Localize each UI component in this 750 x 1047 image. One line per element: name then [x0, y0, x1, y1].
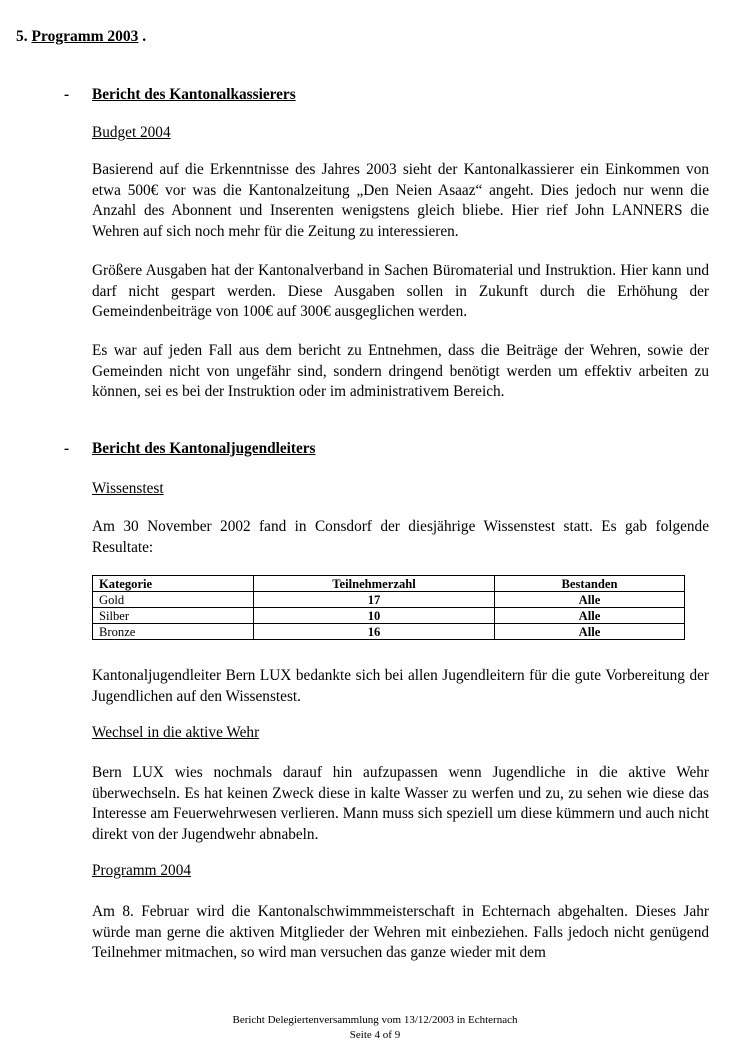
- table-cell: Alle: [495, 592, 685, 608]
- paragraph-wissenstest-intro: Am 30 November 2002 fand in Consdorf der diesjährige Wissenstest statt. Es gab folgende Resultate:: [92, 518, 709, 556]
- section-number: 5.: [16, 28, 28, 45]
- table-cell: 10: [254, 608, 495, 624]
- paragraph-budget-3: Es war auf jeden Fall aus dem bericht zu Entnehmen, dass die Beiträge der Wehren, sowie der Gemeinden nicht von ungefähr sind, sondern dringend benötigt werden um effektiv arbeiten zu können, sei es bei der Instruktion oder im administrativem Bereich.: [92, 342, 709, 400]
- table-row: [93, 624, 685, 640]
- table-header: Kategorie: [93, 576, 254, 592]
- section-title-text: Programm 2003: [31, 28, 139, 45]
- table-header-row: [93, 576, 685, 592]
- footer-report-line: Bericht Delegiertenversammlung vom 13/12/2003 in Echternach: [232, 1014, 518, 1026]
- table-header: Teilnehmerzahl: [254, 576, 495, 592]
- table-cell: Silber: [93, 608, 254, 624]
- paragraph-wechsel: Bern LUX wies nochmals darauf hin aufzupassen wenn Jugendliche in die aktive Wehr überwechseln. Es hat keinen Zweck diese in kalte Wasser zu werfen und zu, zu sehen wie diese das Interesse am Feuerwehrwesen verlieren. Mann muss sich speziell um diese kümmern und auch nicht direkt von der Jugendwehr abnabeln.: [92, 764, 709, 843]
- heading-kassierer: Bericht des Kantonalkassierers: [92, 86, 296, 103]
- subheading-programm-2004: Programm 2004: [92, 862, 191, 879]
- footer-page-number: Seite 4 of 9: [349, 1029, 401, 1041]
- paragraph-thanks: Kantonaljugendleiter Bern LUX bedankte sich bei allen Jugendleitern für die gute Vorbereitung der Jugendlichen auf den Wissenstest.: [92, 667, 709, 705]
- subheading-wissenstest: Wissenstest: [92, 480, 164, 497]
- table-cell: Alle: [495, 624, 685, 640]
- table-cell: Bronze: [93, 624, 254, 640]
- table-cell: 16: [254, 624, 495, 640]
- table-cell: Gold: [93, 592, 254, 608]
- table-cell: Alle: [495, 608, 685, 624]
- table-row: [93, 608, 685, 624]
- bullet-dash: -: [64, 440, 70, 457]
- bullet-dash: -: [64, 86, 70, 103]
- paragraph-budget-2: Größere Ausgaben hat der Kantonalverband in Sachen Büromaterial und Instruktion. Hier kann und darf nicht gespart werden. Diese Ausgaben sollen in Zukunft durch die Erhöhung der Gemeindenbeiträge von 100€ auf 300€ ausgeglichen werden.: [92, 262, 709, 320]
- table-cell: 17: [254, 592, 495, 608]
- heading-jugendleiter: Bericht des Kantonaljugendleiters: [92, 440, 316, 457]
- table-row: [93, 592, 685, 608]
- subheading-wechsel: Wechsel in die aktive Wehr: [92, 724, 260, 741]
- results-table: [92, 575, 685, 640]
- section-title: [16, 28, 146, 46]
- subheading-budget: Budget 2004: [92, 124, 171, 141]
- paragraph-budget-1: Basierend auf die Erkenntnisse des Jahres 2003 sieht der Kantonalkassierer ein Einkommen von etwa 500€ vor was die Kantonalzeitung „Den Neien Asaaz“ angeht. Dies jedoch nur wenn die Anzahl des Abonnent und Inserenten wenigstens gleich bliebe. Hier rief John LANNERS die Wehren auf sich noch mehr für die Zeitung zu interessieren.: [92, 161, 709, 240]
- table-header: Bestanden: [495, 576, 685, 592]
- paragraph-programm-2004: Am 8. Februar wird die Kantonalschwimmmeisterschaft in Echternach abgehalten. Dieses Jahr würde man gerne die aktiven Mitglieder der Wehren mit einbeziehen. Falls jedoch nicht genügend Teilnehmer mitmachen, so wird man versuchen das ganze wieder mit dem: [92, 903, 709, 961]
- footer: [0, 1013, 750, 1043]
- section-title-suffix: .: [142, 28, 147, 45]
